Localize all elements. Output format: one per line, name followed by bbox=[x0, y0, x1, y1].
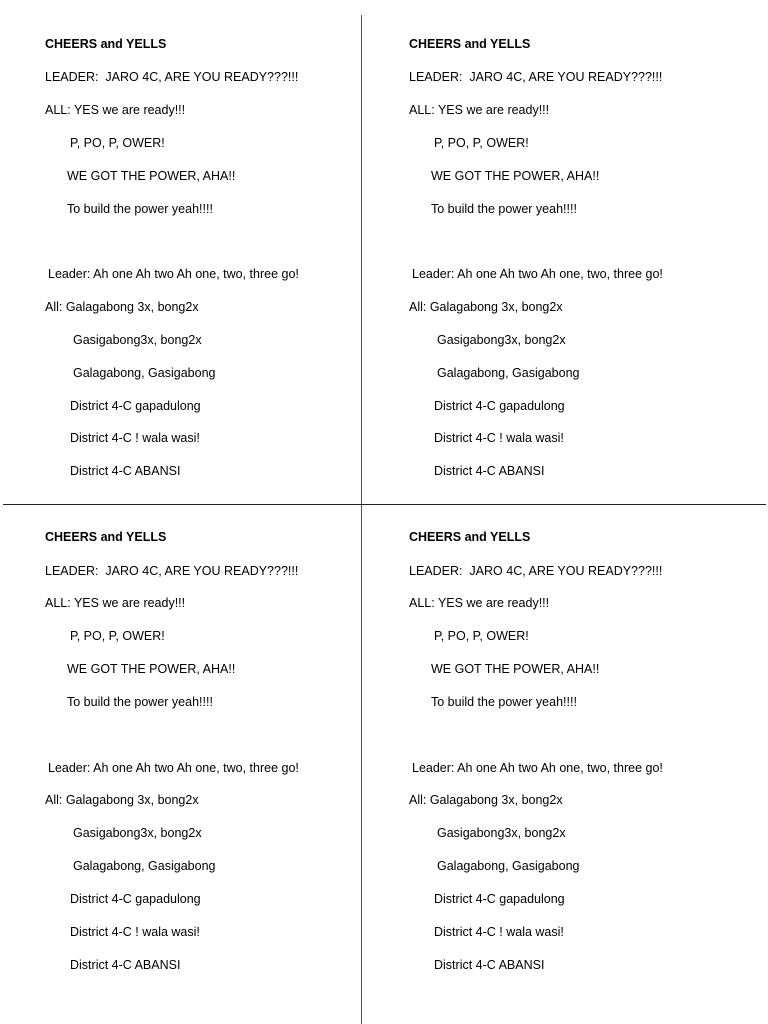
cheer-line: P, PO, P, OWER! bbox=[434, 136, 529, 150]
chant-line: District 4-C gapadulong bbox=[70, 399, 201, 413]
leader-call: LEADER: JARO 4C, ARE YOU READY???!!! bbox=[45, 70, 299, 84]
cheer-card-bottom-left bbox=[45, 529, 365, 1009]
leader-count: Leader: Ah one Ah two Ah one, two, three go! bbox=[48, 267, 299, 281]
chant-line: District 4-C ABANSI bbox=[70, 958, 181, 972]
chant-line: Gasigabong3x, bong2x bbox=[437, 333, 566, 347]
chant-line: Galagabong, Gasigabong bbox=[437, 366, 580, 380]
leader-count: Leader: Ah one Ah two Ah one, two, three go! bbox=[412, 761, 663, 775]
cheer-line: To build the power yeah!!!! bbox=[431, 695, 577, 709]
all-chant: All: Galagabong 3x, bong2x bbox=[409, 793, 563, 807]
all-response: ALL: YES we are ready!!! bbox=[45, 596, 186, 610]
chant-line: District 4-C gapadulong bbox=[434, 399, 565, 413]
all-response: ALL: YES we are ready!!! bbox=[409, 596, 550, 610]
chant-line: Galagabong, Gasigabong bbox=[73, 366, 216, 380]
cheer-line: To build the power yeah!!!! bbox=[67, 202, 213, 216]
all-chant: All: Galagabong 3x, bong2x bbox=[45, 300, 199, 314]
chant-line: Gasigabong3x, bong2x bbox=[73, 826, 202, 840]
leader-call: LEADER: JARO 4C, ARE YOU READY???!!! bbox=[409, 564, 663, 578]
leader-count: Leader: Ah one Ah two Ah one, two, three go! bbox=[48, 761, 299, 775]
leader-call: LEADER: JARO 4C, ARE YOU READY???!!! bbox=[45, 564, 299, 578]
cheer-line: P, PO, P, OWER! bbox=[434, 629, 529, 643]
cheer-line: To build the power yeah!!!! bbox=[431, 202, 577, 216]
cheer-card-bottom-right bbox=[409, 529, 729, 1009]
cheer-line: P, PO, P, OWER! bbox=[70, 136, 165, 150]
chant-line: District 4-C ABANSI bbox=[70, 464, 181, 478]
card-title: CHEERS and YELLS bbox=[45, 530, 167, 544]
chant-line: Galagabong, Gasigabong bbox=[437, 859, 580, 873]
all-chant: All: Galagabong 3x, bong2x bbox=[409, 300, 563, 314]
cheer-line: WE GOT THE POWER, AHA!! bbox=[67, 662, 236, 676]
chant-line: District 4-C ! wala wasi! bbox=[70, 925, 200, 939]
all-response: ALL: YES we are ready!!! bbox=[409, 103, 550, 117]
leader-count: Leader: Ah one Ah two Ah one, two, three go! bbox=[412, 267, 663, 281]
cheer-line: P, PO, P, OWER! bbox=[70, 629, 165, 643]
all-chant: All: Galagabong 3x, bong2x bbox=[45, 793, 199, 807]
chant-line: District 4-C ! wala wasi! bbox=[434, 925, 564, 939]
chant-line: District 4-C gapadulong bbox=[434, 892, 565, 906]
leader-call: LEADER: JARO 4C, ARE YOU READY???!!! bbox=[409, 70, 663, 84]
chant-line: District 4-C ABANSI bbox=[434, 464, 545, 478]
cheer-line: WE GOT THE POWER, AHA!! bbox=[431, 662, 600, 676]
cheer-card-top-left bbox=[45, 36, 365, 516]
cheer-card-top-right bbox=[409, 36, 729, 516]
chant-line: Gasigabong3x, bong2x bbox=[73, 333, 202, 347]
card-title: CHEERS and YELLS bbox=[45, 37, 167, 51]
chant-line: Gasigabong3x, bong2x bbox=[437, 826, 566, 840]
all-response: ALL: YES we are ready!!! bbox=[45, 103, 186, 117]
cheer-line: WE GOT THE POWER, AHA!! bbox=[431, 169, 600, 183]
card-title: CHEERS and YELLS bbox=[409, 530, 531, 544]
cheer-line: To build the power yeah!!!! bbox=[67, 695, 213, 709]
cheer-line: WE GOT THE POWER, AHA!! bbox=[67, 169, 236, 183]
chant-line: Galagabong, Gasigabong bbox=[73, 859, 216, 873]
chant-line: District 4-C gapadulong bbox=[70, 892, 201, 906]
card-title: CHEERS and YELLS bbox=[409, 37, 531, 51]
chant-line: District 4-C ! wala wasi! bbox=[434, 431, 564, 445]
chant-line: District 4-C ABANSI bbox=[434, 958, 545, 972]
chant-line: District 4-C ! wala wasi! bbox=[70, 431, 200, 445]
